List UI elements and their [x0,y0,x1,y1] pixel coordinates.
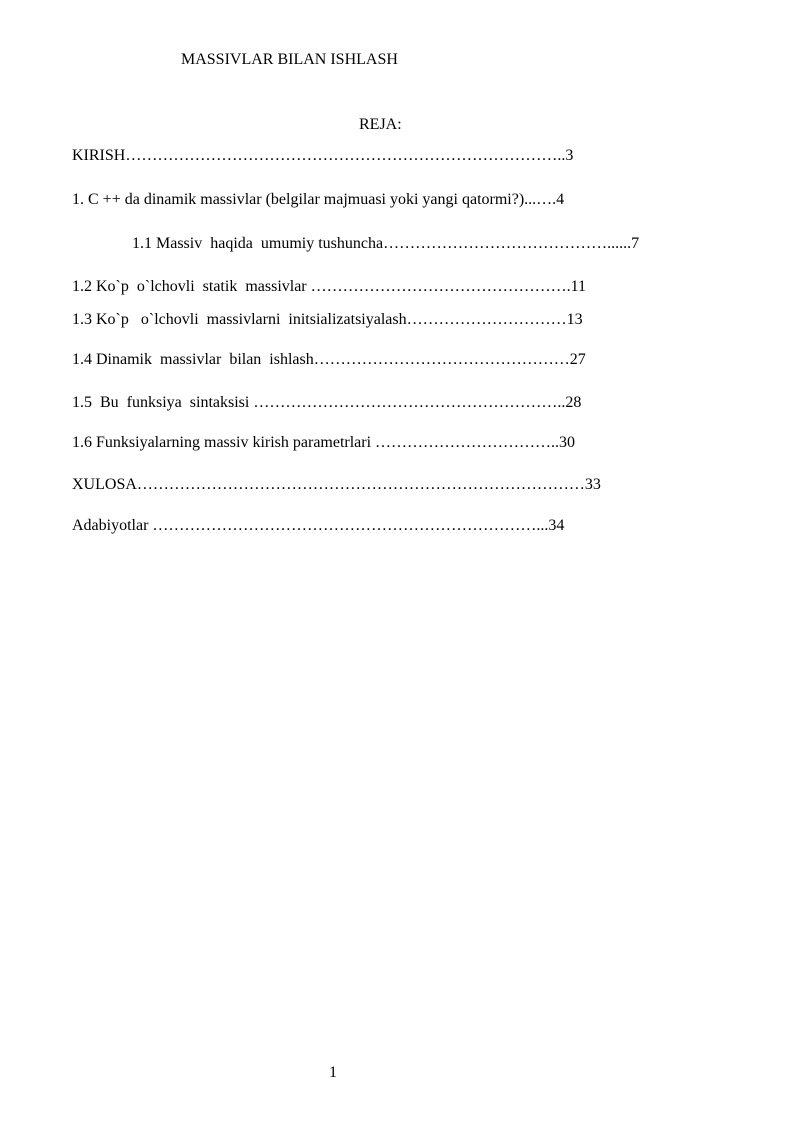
page-number: 1 [329,1064,337,1081]
toc-entry-adabiyotlar: Adabiyotlar ………………………………………………………………...34 [72,517,565,534]
toc-entry-1-1: 1.1 Massiv haqida umumiy tushuncha……………………………………......7 [132,235,640,252]
document-title: MASSIVLAR BILAN ISHLASH [181,51,398,68]
toc-entry-1-4: 1.4 Dinamik massivlar bilan ishlash…………………………………………27 [72,351,586,368]
toc-entry-xulosa: XULOSA…………………………………………………………………………33 [72,476,601,493]
toc-entry-1-6: 1.6 Funksiyalarning massiv kirish parametrlari ……………………………..30 [72,434,576,451]
toc-entry-1-5: 1.5 Bu funksiya sintaksisi …………………………………………………..28 [72,394,582,411]
plan-heading: REJA: [359,116,402,133]
toc-entry-1-3: 1.3 Ko`p o`lchovli massivlarni initsializatsiyalash…………………………13 [72,311,583,328]
toc-entry-1: 1. C ++ da dinamik massivlar (belgilar majmuasi yoki yangi qatormi?)...….4 [72,191,565,208]
toc-entry-1-2: 1.2 Ko`p o`lchovli statik massivlar ………………………………………….11 [72,278,587,295]
toc-entry-kirish: KIRISH………………………………………………………………………..3 [72,147,574,164]
